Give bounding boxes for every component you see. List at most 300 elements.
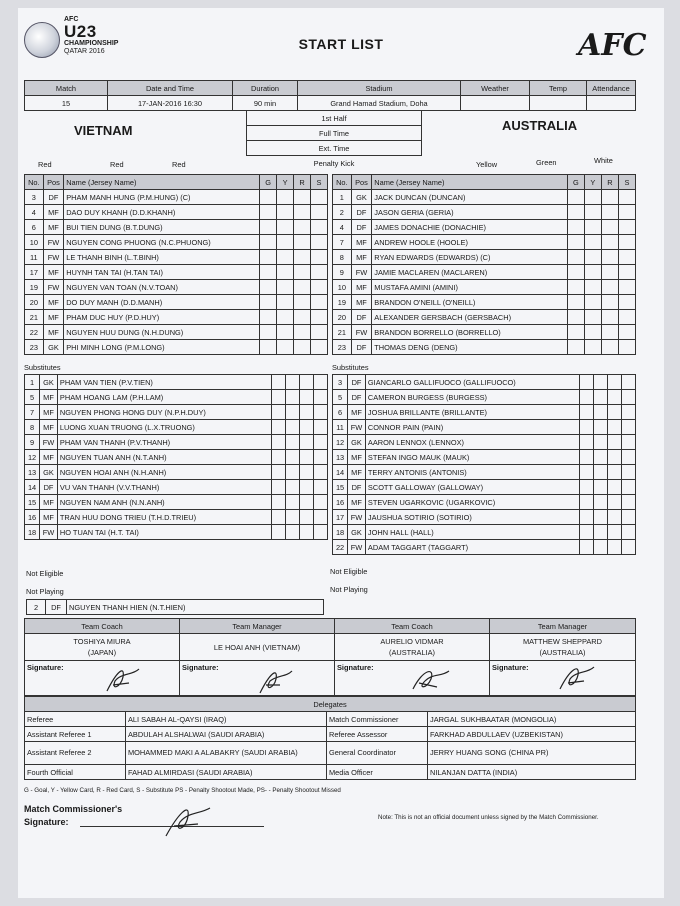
signature-label: Signature: bbox=[182, 663, 219, 672]
player-red-cell bbox=[607, 390, 621, 405]
player-sub-cell bbox=[621, 540, 635, 555]
table-row bbox=[333, 205, 636, 220]
player-sub-cell bbox=[313, 510, 327, 525]
player-name: STEVEN UGARKOVIC (UGARKOVIC) bbox=[365, 495, 579, 510]
player-sub-cell bbox=[618, 235, 635, 250]
player-sub-cell bbox=[313, 465, 327, 480]
table-row bbox=[333, 390, 636, 405]
player-name: DAO DUY KHANH (D.D.KHANH) bbox=[64, 205, 260, 220]
player-goal-cell bbox=[271, 435, 285, 450]
col-r: R bbox=[601, 175, 618, 190]
player-yellow-cell bbox=[584, 250, 601, 265]
player-yellow-cell bbox=[593, 480, 607, 495]
right-color-2: Green bbox=[536, 158, 557, 167]
player-name: AARON LENNOX (LENNOX) bbox=[365, 435, 579, 450]
delegate-row bbox=[25, 742, 636, 765]
player-sub-cell bbox=[621, 480, 635, 495]
delegate-role: Referee Assessor bbox=[327, 727, 428, 742]
player-name: SCOTT GALLOWAY (GALLOWAY) bbox=[365, 480, 579, 495]
player-name: NGUYEN HUU DUNG (N.H.DUNG) bbox=[64, 325, 260, 340]
left-subs-label: Substitutes bbox=[24, 363, 61, 372]
player-red-cell bbox=[601, 190, 618, 205]
signature-label: Signature: bbox=[492, 663, 529, 672]
player-name: PHAM HOANG LAM (P.H.LAM) bbox=[57, 390, 271, 405]
player-name: CONNOR PAIN (PAIN) bbox=[365, 420, 579, 435]
player-red-cell bbox=[607, 375, 621, 390]
logo-line1: AFC bbox=[64, 16, 79, 23]
logo-line4: QATAR 2016 bbox=[64, 48, 105, 55]
player-yellow-cell bbox=[285, 510, 299, 525]
player-no: 8 bbox=[25, 420, 40, 435]
player-red-cell bbox=[294, 295, 311, 310]
table-row bbox=[25, 525, 328, 540]
delegate-role: General Coordinator bbox=[327, 742, 428, 765]
delegate-role: Fourth Official bbox=[25, 765, 126, 780]
player-no: 18 bbox=[333, 525, 348, 540]
player-yellow-cell bbox=[285, 480, 299, 495]
player-goal-cell bbox=[271, 495, 285, 510]
delegates-table bbox=[24, 696, 636, 780]
player-pos: MF bbox=[43, 325, 64, 340]
left-starting-table bbox=[24, 174, 328, 355]
player-pos: DF bbox=[351, 310, 372, 325]
player-sub-cell bbox=[313, 420, 327, 435]
player-yellow-cell bbox=[277, 280, 294, 295]
player-sub-cell bbox=[621, 465, 635, 480]
player-yellow-cell bbox=[277, 235, 294, 250]
commissioner-label-1: Match Commissioner's bbox=[24, 804, 123, 814]
match-number: 15 bbox=[25, 96, 108, 111]
table-row bbox=[25, 405, 328, 420]
player-red-cell bbox=[607, 450, 621, 465]
player-sub-cell bbox=[313, 525, 327, 540]
player-pos: MF bbox=[351, 295, 372, 310]
signature-mark bbox=[405, 663, 455, 695]
player-goal-cell bbox=[567, 220, 584, 235]
player-goal-cell bbox=[579, 375, 593, 390]
table-row bbox=[25, 420, 328, 435]
player-sub-cell bbox=[621, 495, 635, 510]
player-pos: MF bbox=[348, 450, 366, 465]
player-pos: GK bbox=[40, 465, 58, 480]
player-pos: MF bbox=[40, 450, 58, 465]
player-yellow-cell bbox=[584, 280, 601, 295]
signature-label: Signature: bbox=[27, 663, 64, 672]
player-pos: MF bbox=[40, 510, 58, 525]
player-sub-cell bbox=[313, 405, 327, 420]
player-sub-cell bbox=[311, 220, 328, 235]
player-name: JOHN HALL (HALL) bbox=[365, 525, 579, 540]
player-name: HO TUAN TAI (H.T. TAI) bbox=[57, 525, 271, 540]
player-sub-cell bbox=[621, 420, 635, 435]
player-pos: DF bbox=[348, 390, 366, 405]
table-row bbox=[333, 420, 636, 435]
player-goal-cell bbox=[567, 205, 584, 220]
player-name: NGUYEN CONG PHUONG (N.C.PHUONG) bbox=[64, 235, 260, 250]
player-no: 19 bbox=[25, 280, 44, 295]
player-no: 13 bbox=[25, 465, 40, 480]
player-pos: FW bbox=[348, 420, 366, 435]
col-g: G bbox=[260, 175, 277, 190]
player-goal-cell bbox=[271, 510, 285, 525]
player-yellow-cell bbox=[593, 525, 607, 540]
player-no: 1 bbox=[333, 190, 352, 205]
player-pos: MF bbox=[40, 405, 58, 420]
player-red-cell bbox=[299, 510, 313, 525]
player-pos: MF bbox=[348, 465, 366, 480]
player-goal-cell bbox=[579, 405, 593, 420]
player-sub-cell bbox=[313, 495, 327, 510]
player-no: 8 bbox=[333, 250, 352, 265]
player-yellow-cell bbox=[277, 340, 294, 355]
player-goal-cell bbox=[271, 420, 285, 435]
not-playing-table bbox=[26, 599, 324, 615]
player-red-cell bbox=[299, 375, 313, 390]
player-no: 2 bbox=[27, 600, 46, 615]
player-yellow-cell bbox=[277, 310, 294, 325]
player-red-cell bbox=[294, 250, 311, 265]
delegate-name: JARGAL SUKHBAATAR (MONGOLIA) bbox=[428, 712, 636, 727]
player-red-cell bbox=[607, 465, 621, 480]
player-yellow-cell bbox=[584, 265, 601, 280]
right-subs-label: Substitutes bbox=[332, 363, 369, 372]
delegate-role: Assistant Referee 2 bbox=[25, 742, 126, 765]
player-no: 4 bbox=[25, 205, 44, 220]
player-no: 11 bbox=[25, 250, 44, 265]
player-sub-cell bbox=[618, 310, 635, 325]
player-red-cell bbox=[601, 265, 618, 280]
player-red-cell bbox=[294, 310, 311, 325]
delegate-row bbox=[25, 765, 636, 780]
player-yellow-cell bbox=[584, 340, 601, 355]
player-no: 16 bbox=[25, 510, 40, 525]
player-red-cell bbox=[601, 340, 618, 355]
delegate-role: Media Officer bbox=[327, 765, 428, 780]
delegate-name: JERRY HUANG SONG (CHINA PR) bbox=[428, 742, 636, 765]
player-goal-cell bbox=[271, 465, 285, 480]
match-duration: 90 min bbox=[233, 96, 298, 111]
player-sub-cell bbox=[311, 205, 328, 220]
delegate-role: Assistant Referee 1 bbox=[25, 727, 126, 742]
player-sub-cell bbox=[311, 340, 328, 355]
player-no: 17 bbox=[333, 510, 348, 525]
player-pos: DF bbox=[351, 340, 372, 355]
player-red-cell bbox=[601, 220, 618, 235]
player-no: 10 bbox=[333, 280, 352, 295]
player-yellow-cell bbox=[584, 325, 601, 340]
player-pos: MF bbox=[40, 390, 58, 405]
match-info-table bbox=[24, 80, 636, 111]
col-name: Name (Jersey Name) bbox=[372, 175, 568, 190]
table-row bbox=[25, 280, 328, 295]
table-row bbox=[25, 480, 328, 495]
player-yellow-cell bbox=[584, 235, 601, 250]
player-yellow-cell bbox=[584, 295, 601, 310]
player-no: 6 bbox=[333, 405, 348, 420]
left-coach-country: (JAPAN) bbox=[87, 648, 117, 657]
player-pos: MF bbox=[351, 235, 372, 250]
player-name: MUSTAFA AMINI (AMINI) bbox=[372, 280, 568, 295]
player-goal-cell bbox=[567, 235, 584, 250]
player-red-cell bbox=[299, 420, 313, 435]
table-row bbox=[25, 340, 328, 355]
col-s: S bbox=[618, 175, 635, 190]
signature-mark bbox=[550, 661, 600, 693]
player-yellow-cell bbox=[593, 375, 607, 390]
player-goal-cell bbox=[260, 340, 277, 355]
player-name: JAUSHUA SOTIRIO (SOTIRIO) bbox=[365, 510, 579, 525]
player-pos: DF bbox=[46, 600, 67, 615]
player-red-cell bbox=[294, 235, 311, 250]
player-pos: FW bbox=[40, 525, 58, 540]
delegate-role: Match Commissioner bbox=[327, 712, 428, 727]
player-pos: MF bbox=[43, 205, 64, 220]
player-sub-cell bbox=[313, 480, 327, 495]
player-no: 18 bbox=[25, 525, 40, 540]
table-row bbox=[25, 435, 328, 450]
player-name: RYAN EDWARDS (EDWARDS) (C) bbox=[372, 250, 568, 265]
player-yellow-cell bbox=[593, 450, 607, 465]
player-red-cell bbox=[601, 205, 618, 220]
player-red-cell bbox=[299, 495, 313, 510]
right-coach-name: AURELIO VIDMAR bbox=[380, 637, 444, 646]
commissioner-label-2: Signature: bbox=[24, 817, 69, 827]
signature-label: Signature: bbox=[337, 663, 374, 672]
player-yellow-cell bbox=[285, 495, 299, 510]
period-full-time: Full Time bbox=[247, 126, 422, 141]
player-name: ANDREW HOOLE (HOOLE) bbox=[372, 235, 568, 250]
logo-line2: U23 bbox=[64, 22, 97, 41]
period-ext-time: Ext. Time bbox=[247, 141, 422, 156]
left-not-playing: Not Playing bbox=[26, 587, 64, 596]
delegate-name: NILANJAN DATTA (INDIA) bbox=[428, 765, 636, 780]
table-row bbox=[25, 265, 328, 280]
player-pos: MF bbox=[43, 220, 64, 235]
player-goal-cell bbox=[260, 280, 277, 295]
player-no: 3 bbox=[333, 375, 348, 390]
delegate-name: FAHAD ALMIRDASI (SAUDI ARABIA) bbox=[126, 765, 327, 780]
left-manager-name: LE HOAI ANH (VIETNAM) bbox=[180, 634, 335, 661]
player-name: GIANCARLO GALLIFUOCO (GALLIFUOCO) bbox=[365, 375, 579, 390]
player-goal-cell bbox=[567, 325, 584, 340]
right-not-eligible: Not Eligible bbox=[330, 567, 368, 576]
player-pos: FW bbox=[43, 235, 64, 250]
player-pos: MF bbox=[43, 310, 64, 325]
player-yellow-cell bbox=[593, 435, 607, 450]
player-sub-cell bbox=[311, 265, 328, 280]
player-yellow-cell bbox=[285, 390, 299, 405]
col-name: Name (Jersey Name) bbox=[64, 175, 260, 190]
player-yellow-cell bbox=[593, 540, 607, 555]
player-yellow-cell bbox=[593, 495, 607, 510]
player-goal-cell bbox=[271, 450, 285, 465]
player-red-cell bbox=[299, 390, 313, 405]
signature-mark bbox=[250, 663, 300, 695]
player-red-cell bbox=[601, 325, 618, 340]
player-goal-cell bbox=[579, 390, 593, 405]
table-row bbox=[333, 405, 636, 420]
left-subs-table bbox=[24, 374, 328, 540]
table-row bbox=[25, 495, 328, 510]
player-pos: GK bbox=[351, 190, 372, 205]
right-starting-table bbox=[332, 174, 636, 355]
player-sub-cell bbox=[313, 375, 327, 390]
col-s: S bbox=[311, 175, 328, 190]
player-pos: FW bbox=[351, 325, 372, 340]
player-sub-cell bbox=[618, 325, 635, 340]
table-row bbox=[27, 600, 324, 615]
player-sub-cell bbox=[621, 405, 635, 420]
player-red-cell bbox=[294, 325, 311, 340]
player-pos: FW bbox=[348, 510, 366, 525]
player-yellow-cell bbox=[593, 390, 607, 405]
player-red-cell bbox=[607, 495, 621, 510]
player-goal-cell bbox=[579, 450, 593, 465]
player-sub-cell bbox=[313, 450, 327, 465]
right-subs-table bbox=[332, 374, 636, 555]
player-sub-cell bbox=[311, 235, 328, 250]
player-sub-cell bbox=[311, 325, 328, 340]
player-sub-cell bbox=[621, 375, 635, 390]
player-goal-cell bbox=[260, 325, 277, 340]
player-name: ADAM TAGGART (TAGGART) bbox=[365, 540, 579, 555]
player-yellow-cell bbox=[277, 205, 294, 220]
right-manager-name: MATTHEW SHEPPARD bbox=[523, 637, 602, 646]
player-no: 1 bbox=[25, 375, 40, 390]
player-yellow-cell bbox=[285, 405, 299, 420]
table-row bbox=[333, 310, 636, 325]
player-yellow-cell bbox=[277, 250, 294, 265]
player-sub-cell bbox=[618, 340, 635, 355]
score-block bbox=[24, 110, 636, 172]
player-name: DO DUY MANH (D.D.MANH) bbox=[64, 295, 260, 310]
player-no: 6 bbox=[25, 220, 44, 235]
player-name: LUONG XUAN TRUONG (L.X.TRUONG) bbox=[57, 420, 271, 435]
player-pos: DF bbox=[348, 480, 366, 495]
player-goal-cell bbox=[260, 220, 277, 235]
player-name: BRANDON O'NEILL (O'NEILL) bbox=[372, 295, 568, 310]
player-name: STEFAN INGO MAUK (MAUK) bbox=[365, 450, 579, 465]
player-sub-cell bbox=[311, 250, 328, 265]
player-no: 15 bbox=[333, 480, 348, 495]
player-goal-cell bbox=[260, 265, 277, 280]
right-not-playing: Not Playing bbox=[330, 585, 368, 594]
table-row bbox=[333, 325, 636, 340]
table-row bbox=[333, 495, 636, 510]
player-no: 22 bbox=[25, 325, 44, 340]
player-goal-cell bbox=[567, 250, 584, 265]
player-yellow-cell bbox=[285, 525, 299, 540]
player-red-cell bbox=[601, 235, 618, 250]
player-no: 22 bbox=[333, 540, 348, 555]
player-goal-cell bbox=[271, 390, 285, 405]
stadium-label: Stadium bbox=[298, 81, 461, 96]
player-goal-cell bbox=[567, 310, 584, 325]
player-goal-cell bbox=[567, 280, 584, 295]
left-not-eligible: Not Eligible bbox=[26, 569, 64, 578]
table-row bbox=[333, 265, 636, 280]
player-no: 14 bbox=[25, 480, 40, 495]
player-red-cell bbox=[601, 310, 618, 325]
period-penalty: Penalty Kick bbox=[313, 158, 355, 168]
table-row bbox=[25, 375, 328, 390]
player-yellow-cell bbox=[584, 190, 601, 205]
delegate-name: ABDULAH ALSHALWAI (SAUDI ARABIA) bbox=[126, 727, 327, 742]
player-name: CAMERON BURGESS (BURGESS) bbox=[365, 390, 579, 405]
player-red-cell bbox=[607, 525, 621, 540]
player-name: BRANDON BORRELLO (BORRELLO) bbox=[372, 325, 568, 340]
player-goal-cell bbox=[260, 310, 277, 325]
afc-logo: AFC bbox=[578, 28, 647, 63]
player-red-cell bbox=[299, 435, 313, 450]
player-pos: MF bbox=[351, 250, 372, 265]
right-manager-label: Team Manager bbox=[490, 619, 636, 634]
table-row bbox=[333, 450, 636, 465]
delegate-role: Referee bbox=[25, 712, 126, 727]
player-pos: MF bbox=[351, 280, 372, 295]
right-coach-country: (AUSTRALIA) bbox=[389, 648, 435, 657]
player-red-cell bbox=[294, 340, 311, 355]
table-row bbox=[25, 390, 328, 405]
table-row bbox=[25, 465, 328, 480]
left-color-3: Red bbox=[172, 160, 186, 169]
table-row bbox=[25, 220, 328, 235]
period-1st-half: 1st Half bbox=[247, 111, 422, 126]
player-no: 21 bbox=[333, 325, 352, 340]
player-goal-cell bbox=[567, 340, 584, 355]
player-no: 5 bbox=[25, 390, 40, 405]
table-row bbox=[333, 510, 636, 525]
right-coach-label: Team Coach bbox=[335, 619, 490, 634]
player-red-cell bbox=[294, 280, 311, 295]
player-goal-cell bbox=[260, 250, 277, 265]
col-r: R bbox=[294, 175, 311, 190]
player-sub-cell bbox=[618, 250, 635, 265]
player-sub-cell bbox=[618, 190, 635, 205]
table-row bbox=[333, 480, 636, 495]
player-red-cell bbox=[294, 205, 311, 220]
team-right-name: AUSTRALIA bbox=[502, 118, 578, 133]
player-goal-cell bbox=[271, 405, 285, 420]
player-red-cell bbox=[299, 450, 313, 465]
table-row bbox=[25, 450, 328, 465]
player-red-cell bbox=[607, 480, 621, 495]
player-name: NGUYEN THANH HIEN (N.T.HIEN) bbox=[67, 600, 324, 615]
right-manager-country: (AUSTRALIA) bbox=[539, 648, 586, 657]
player-red-cell bbox=[601, 280, 618, 295]
player-pos: MF bbox=[348, 405, 366, 420]
player-red-cell bbox=[299, 525, 313, 540]
player-yellow-cell bbox=[285, 435, 299, 450]
delegate-name: ALI SABAH AL-QAYSI (IRAQ) bbox=[126, 712, 327, 727]
player-no: 15 bbox=[25, 495, 40, 510]
player-no: 16 bbox=[333, 495, 348, 510]
table-row bbox=[333, 525, 636, 540]
disclaimer-note: Note: This is not an official document unless signed by the Match Commissioner. bbox=[378, 814, 599, 821]
player-red-cell bbox=[601, 250, 618, 265]
table-row bbox=[333, 375, 636, 390]
signature-mark bbox=[95, 663, 145, 695]
player-name: NGUYEN HOAI ANH (N.H.ANH) bbox=[57, 465, 271, 480]
player-sub-cell bbox=[313, 390, 327, 405]
player-pos: FW bbox=[40, 435, 58, 450]
player-goal-cell bbox=[579, 495, 593, 510]
commissioner-signature-mark bbox=[158, 800, 218, 840]
player-goal-cell bbox=[260, 295, 277, 310]
player-name: LE THANH BINH (L.T.BINH) bbox=[64, 250, 260, 265]
table-row bbox=[333, 250, 636, 265]
delegate-name: MOHAMMED MAKI A ALABAKRY (SAUDI ARABIA) bbox=[126, 742, 327, 765]
